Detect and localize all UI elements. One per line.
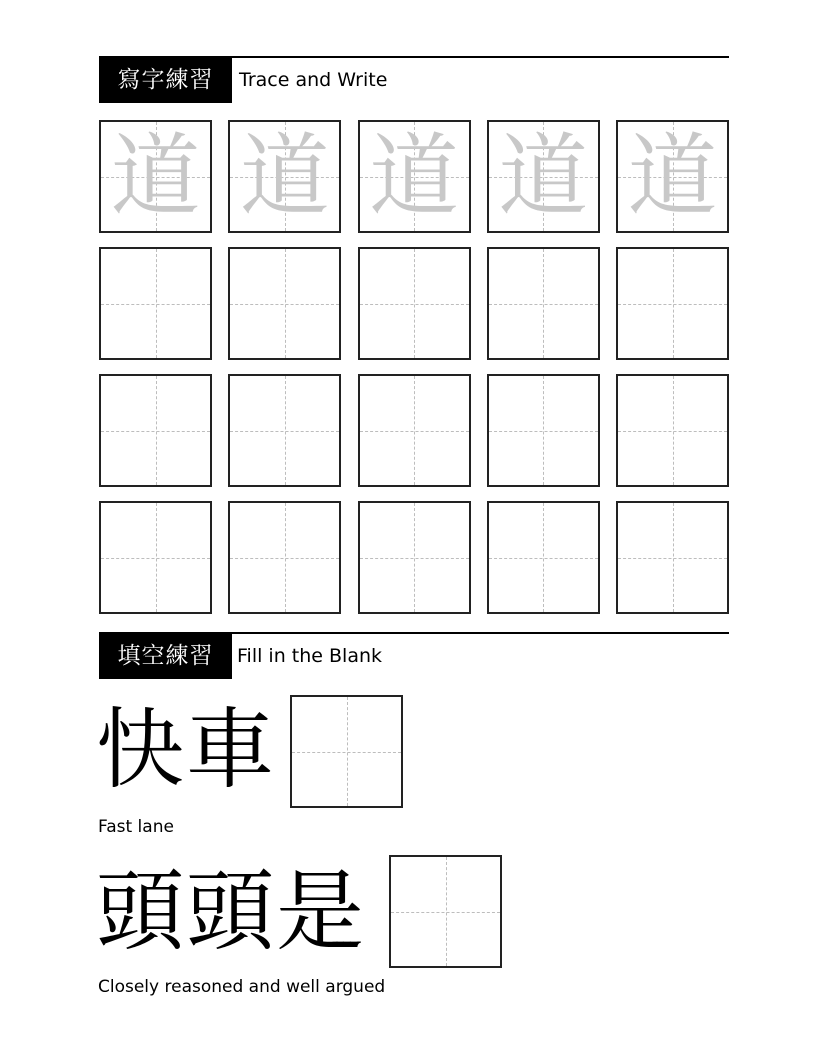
trace-cell[interactable]: [616, 120, 729, 233]
fill-item-hint: Closely reasoned and well argued: [98, 977, 386, 997]
trace-cell[interactable]: [228, 120, 341, 233]
trace-character: 道: [239, 124, 330, 229]
writing-row: [99, 501, 729, 614]
writing-row: [99, 247, 729, 360]
writing-cell[interactable]: [616, 501, 729, 614]
writing-cell[interactable]: [99, 374, 212, 487]
fill-blank-box[interactable]: [290, 695, 403, 808]
writing-cell[interactable]: [99, 247, 212, 360]
trace-cell[interactable]: [99, 120, 212, 233]
trace-character: 道: [369, 124, 459, 229]
writing-cell[interactable]: [358, 247, 471, 360]
practice-grid: [99, 120, 729, 628]
writing-cell[interactable]: [487, 247, 600, 360]
fill-section-header: [99, 632, 729, 679]
trace-character: 道: [498, 124, 589, 229]
writing-cell[interactable]: [616, 247, 729, 360]
fill-section-zh-label: 填空練習: [99, 634, 232, 679]
fill-section-en-label: Fill in the Blank: [237, 645, 383, 667]
writing-cell[interactable]: [358, 501, 471, 614]
fill-blank-box[interactable]: [389, 855, 502, 968]
trace-cell[interactable]: [487, 120, 600, 233]
trace-section-zh-label: 寫字練習: [99, 58, 232, 103]
trace-character: 道: [110, 124, 201, 229]
writing-cell[interactable]: [99, 501, 212, 614]
writing-cell[interactable]: [228, 501, 341, 614]
writing-row: [99, 374, 729, 487]
trace-section-header: [99, 56, 729, 103]
writing-cell[interactable]: [228, 247, 341, 360]
trace-row: [99, 120, 729, 233]
fill-item-characters: 快車: [96, 698, 277, 801]
trace-section-en-label: Trace and Write: [239, 69, 388, 91]
fill-item-hint: Fast lane: [98, 817, 174, 837]
writing-cell[interactable]: [358, 374, 471, 487]
writing-cell[interactable]: [228, 374, 341, 487]
fill-item-characters: 頭頭是: [96, 860, 367, 963]
trace-cell[interactable]: [358, 120, 471, 233]
writing-cell[interactable]: [487, 501, 600, 614]
trace-character: 道: [627, 124, 718, 229]
writing-cell[interactable]: [487, 374, 600, 487]
writing-cell[interactable]: [616, 374, 729, 487]
